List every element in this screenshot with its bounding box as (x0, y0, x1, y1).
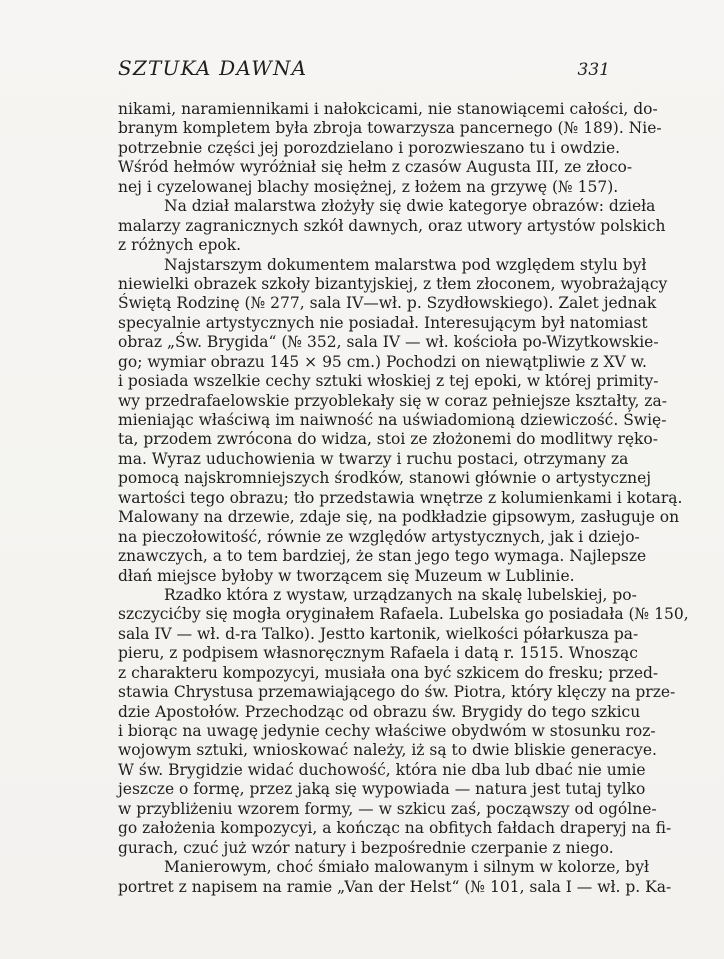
text-line: jeszcze o formę, przez jaką się wypowiada — natura jest tutaj tylko (118, 780, 646, 799)
text-line: i posiada wszelkie cechy sztuki włoskiej z tej epoki, w której primity- (118, 372, 659, 391)
text-line: ma. Wyraz uduchowienia w twarzy i ruchu postaci, otrzymany za (118, 449, 629, 468)
page-number: 331 (577, 60, 610, 80)
text-line: specyalnie artystycznych nie posiadał. Interesującym był natomiast (118, 313, 648, 332)
text-line: W św. Brygidzie widać duchowość, która nie dba lub dbać nie umie (118, 760, 646, 779)
text-line: niewielki obrazek szkoły bizantyjskiej, z tłem złoconem, wyobrażający (118, 274, 668, 293)
running-title: SZTUKA DAWNA (118, 56, 308, 80)
text-line: z różnych epok. (118, 236, 242, 255)
text-line: sala IV — wł. d-ra Talko). Jestto kartonik, wielkości półarkusza pa- (118, 624, 639, 643)
text-line: go założenia kompozycyi, a kończąc na obfitych fałdach draperyj na fi- (118, 819, 672, 838)
text-line: wartości tego obrazu; tło przedstawia wnętrze z kolumienkami i kotarą. (118, 488, 683, 507)
text-line: potrzebnie części jej porozdzielano i porozwieszano tu i owdzie. (118, 138, 621, 157)
paragraph-start-line: Najstarszym dokumentem malarstwa pod względem stylu był (164, 255, 647, 274)
paragraph-start-line: Rzadko która z wystaw, urządzanych na skalę lubelskiej, po- (164, 585, 637, 604)
text-line: portret z napisem na ramie „Van der Helst“ (№ 101, sala I — wł. p. Ka- (118, 877, 672, 896)
text-line: pomocą najskromniejszych środków, stanowi głównie o artystycznej (118, 469, 652, 488)
text-line: Świętą Rodzinę (№ 277, sala IV—wł. p. Szydłowskiego). Zalet jednak (118, 294, 657, 313)
text-line: wojowym sztuki, wnioskować należy, iż są to dwie bliskie generacye. (118, 741, 657, 760)
text-line: pieru, z podpisem własnoręcznym Rafaela i datą r. 1515. Wnosząc (118, 644, 638, 663)
text-line: na pieczołowitość, równie ze względów artystycznych, jak i dziejo- (118, 527, 640, 546)
text-line: Malowany na drzewie, zdaje się, na podkładzie gipsowym, zasługuje on (118, 508, 680, 527)
text-line: nej i cyzelowanej blachy mosiężnej, z łożem na grzywę (№ 157). (118, 177, 619, 196)
text-line: obraz „Św. Brygida“ (№ 352, sala IV — wł. kościoła po-Wizytkowskie- (118, 333, 659, 352)
text-line: dłań miejsce byłoby w tworzącem się Muzeum w Lublinie. (118, 566, 575, 585)
paragraph-start-line: Manierowym, choć śmiało malowanym i silnym w kolorze, był (164, 858, 650, 877)
text-line: z charakteru kompozycyi, musiała ona być szkicem do fresku; przed- (118, 663, 659, 682)
text-line: wy przedrafaelowskie przyoblekały się w coraz pełniejsze kształty, za- (118, 391, 667, 410)
text-line: dzie Apostołów. Przechodząc od obrazu św. Brygidy do tego szkicu (118, 702, 641, 721)
text-line: i biorąc na uwagę jedynie cechy właściwe obydwóm w stosunku roz- (118, 722, 656, 740)
text-line: stawia Chrystusa przemawiającego do św. Piotra, który klęczy na prze- (118, 683, 676, 702)
text-line: mieniając właściwą im naiwność na uświadomioną dziewiczość. Świę- (118, 411, 667, 429)
paragraph-start-line: Na dział malarstwa złożyły się dwie kategorye obrazów: dzieła (164, 197, 656, 216)
text-line: nikami, naramiennikami i nałokcicami, nie stanowiącemi całości, do- (118, 100, 658, 118)
text-line: gurach, czuć już wzór natury i bezpośrednie czerpanie z niego. (118, 838, 614, 857)
text-line: Wśród hełmów wyróżniał się hełm z czasów Augusta III, ze złoco- (118, 158, 633, 177)
text-line: szczycićby się mogła oryginałem Rafaela. Lubelska go posiadała (№ 150, (118, 605, 689, 624)
text-line: ta, przodem zwrócona do widza, stoi ze złożonemi do modlitwy ręko- (118, 430, 658, 449)
text-line: malarzy zagranicznych szkół dawnych, oraz utwory artystów polskich (118, 216, 666, 235)
text-line: go; wymiar obrazu 145 × 95 cm.) Pochodzi on niewątpliwie z XV w. (118, 352, 647, 371)
body-text (118, 100, 689, 897)
text-line: branym kompletem była zbroja towarzysza pancernego (№ 189). Nie- (118, 119, 662, 138)
text-line: w przybliżeniu wzorem formy, — w szkicu zaś, począwszy od ogólne- (118, 799, 657, 818)
text-line: znawczych, a to tem bardziej, że stan jego tego wymaga. Najlepsze (118, 547, 647, 566)
page-header (118, 56, 610, 86)
